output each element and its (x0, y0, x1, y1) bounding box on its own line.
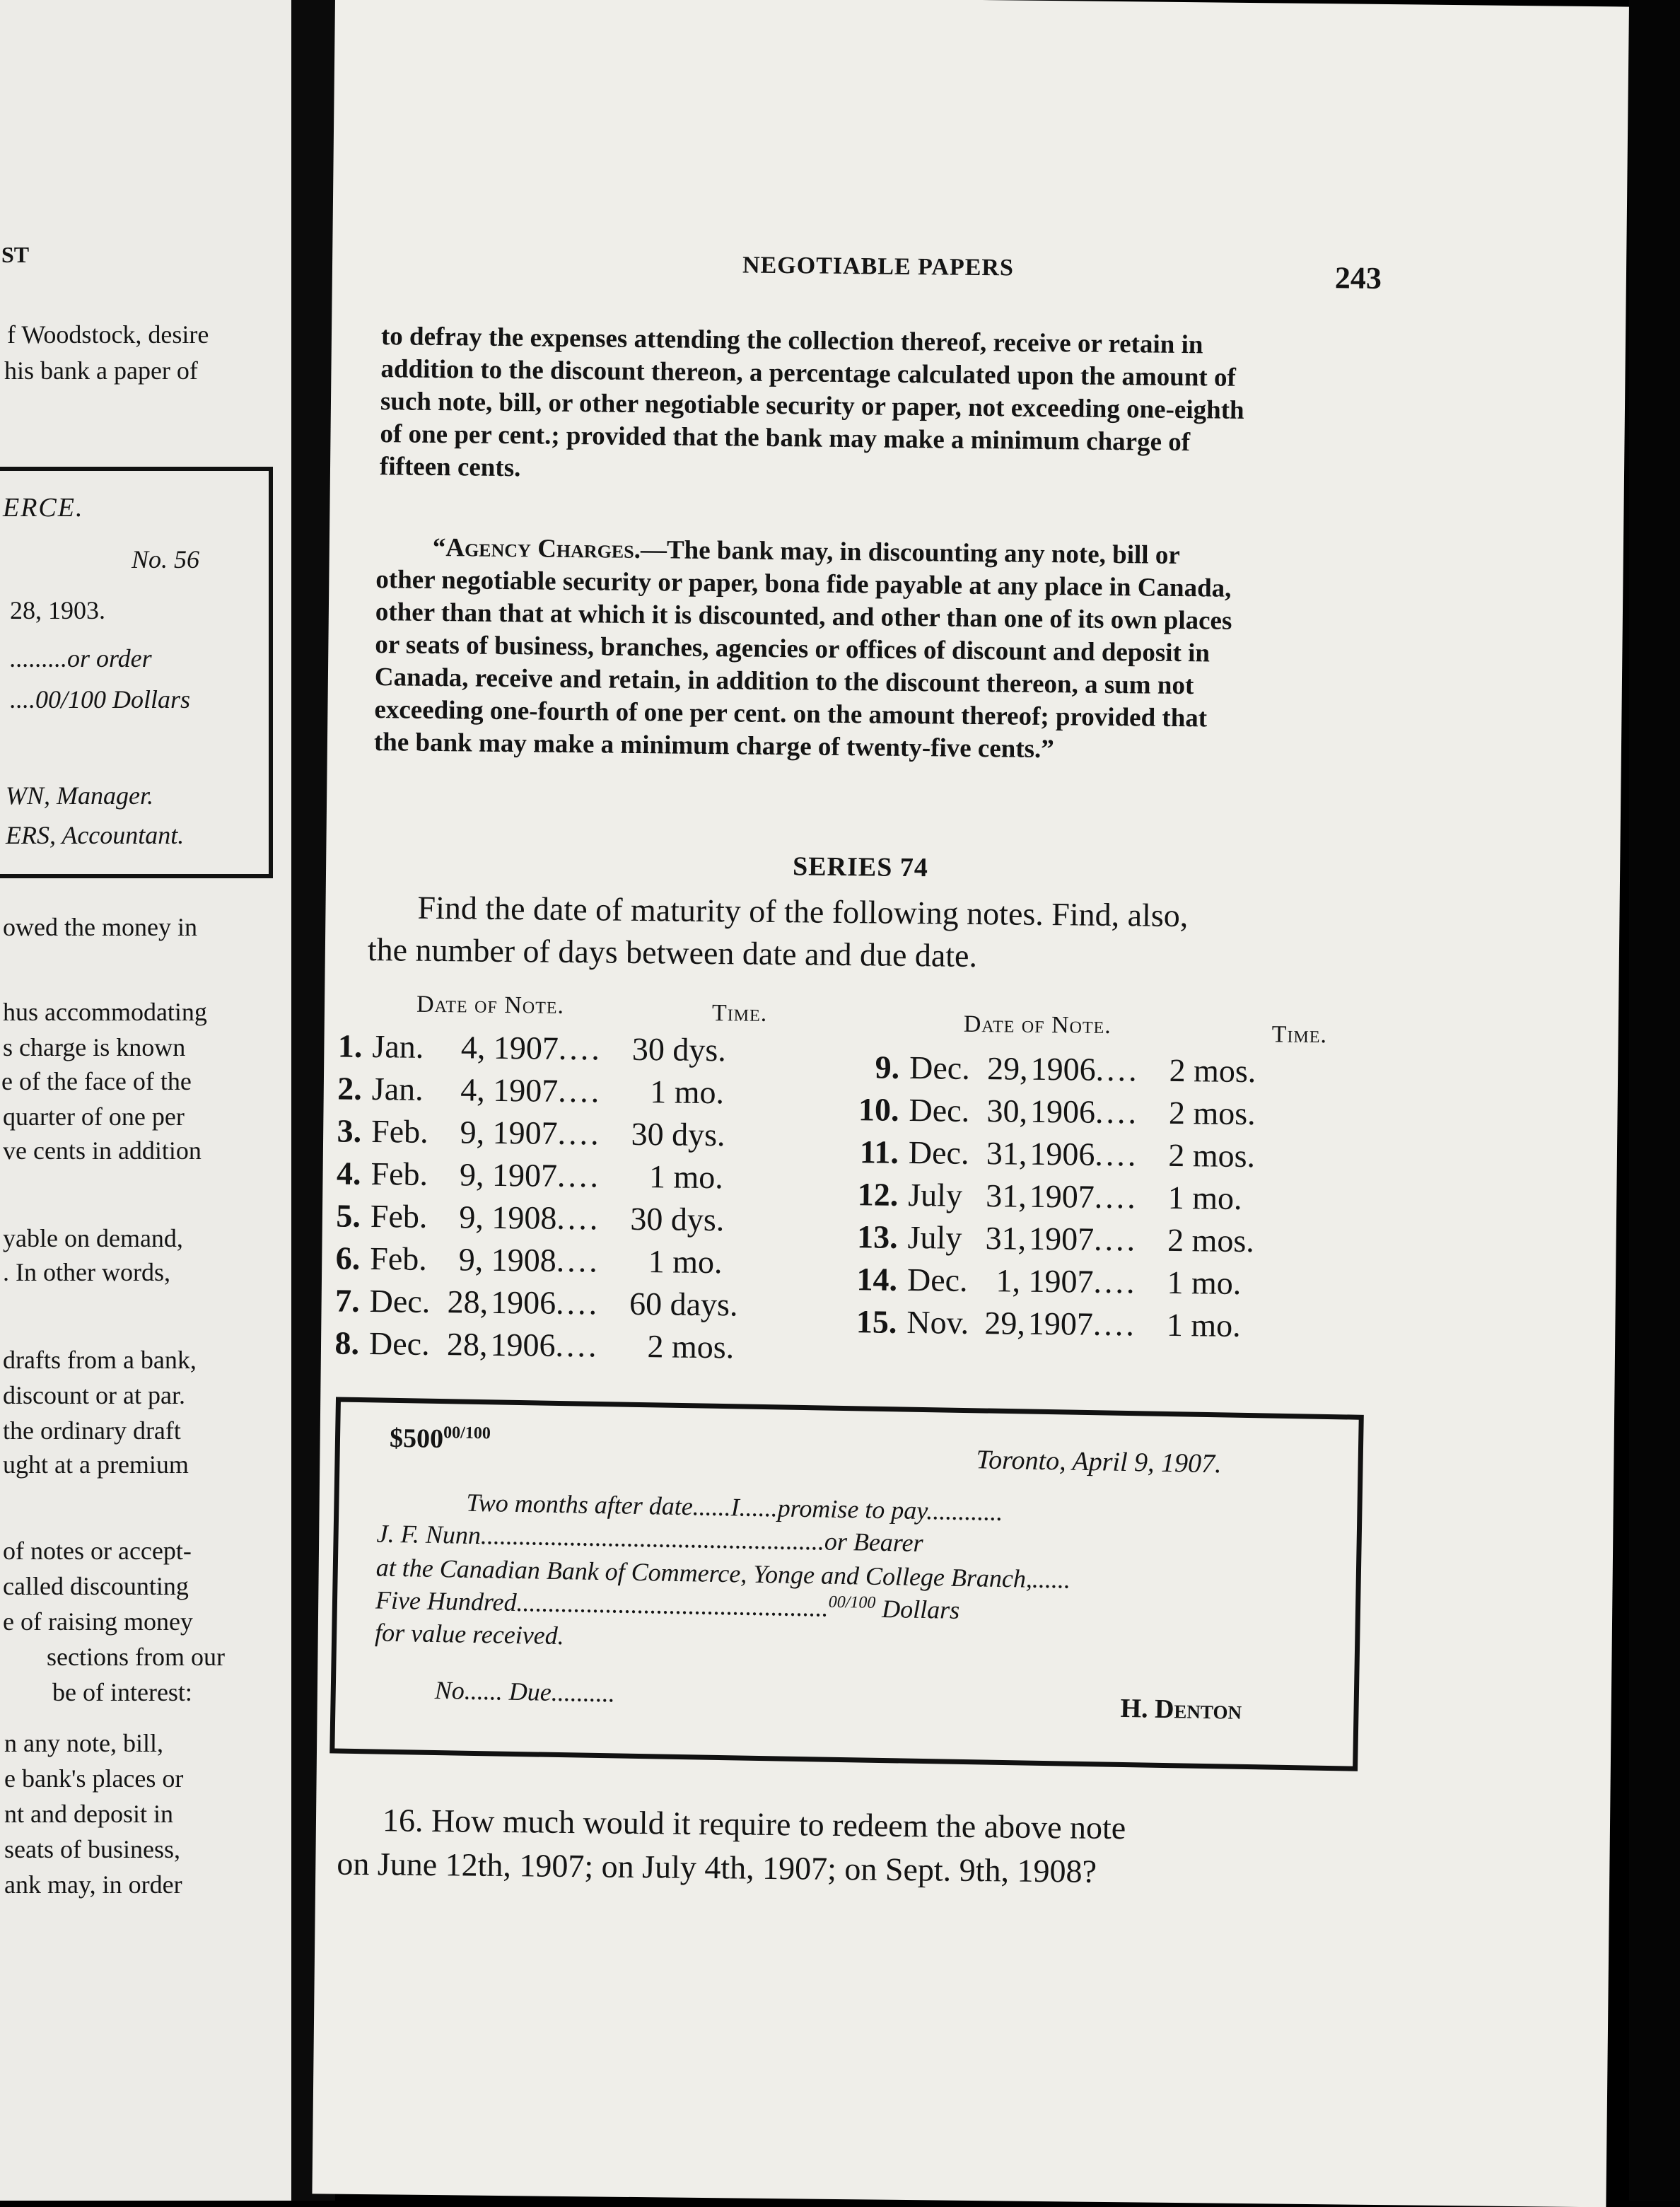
note-row (315, 1154, 723, 1196)
note-number: 11. (859, 1134, 899, 1170)
para-line: fifteen cents. (379, 452, 521, 483)
note-number: 4. (336, 1155, 361, 1192)
page-number: 243 (1334, 260, 1382, 296)
paragraph-discount-charges (380, 320, 1399, 494)
note-day: 9, (459, 1199, 484, 1235)
sum-leader: ................................................. (516, 1588, 829, 1622)
note-month: Feb. (370, 1240, 428, 1277)
left-line: sections from our (47, 1643, 225, 1671)
note-day: 4, (460, 1029, 486, 1066)
note-number: 14. (856, 1261, 898, 1298)
payee-leader: ......................................................or Bearer (480, 1521, 923, 1557)
col-head-time-right: Time. (1271, 1021, 1328, 1049)
amount-fraction: 00/100 (443, 1423, 491, 1443)
note-year: 1906 (490, 1326, 556, 1363)
signature: H. Denton (1120, 1693, 1242, 1725)
note-row (854, 1048, 1256, 1090)
note-year: 1906 (1029, 1093, 1096, 1130)
left-line: nt and deposit in (4, 1800, 173, 1828)
note-row (316, 1112, 725, 1153)
note-month: Feb. (371, 1155, 428, 1192)
note-month: Feb. (371, 1113, 428, 1150)
left-line: ERCE. (3, 493, 84, 523)
left-facing-page (0, 0, 291, 2201)
note-year: 1907 (493, 1029, 559, 1066)
payee-name: J. F. Nunn (376, 1519, 482, 1550)
note-row (317, 1027, 726, 1068)
note-line-bank: at the Canadian Bank of Commerce, Yonge and College Branch,...... (375, 1553, 1071, 1594)
note-month: Dec. (909, 1049, 971, 1086)
left-line: discount or at par. (3, 1381, 185, 1409)
leader-dots: .... (555, 1327, 600, 1364)
leader-dots: .... (1095, 1136, 1139, 1173)
note-row (853, 1090, 1256, 1132)
note-year: 1907 (493, 1071, 559, 1109)
right-page (312, 0, 1628, 2207)
left-line: e of raising money (3, 1607, 193, 1636)
question-line: on June 12th, 1907; on July 4th, 1907; on Sept. 9th, 1908? (337, 1845, 1097, 1889)
note-month: Jan. (372, 1028, 424, 1065)
note-number: 15. (856, 1303, 897, 1340)
note-day: 28, (446, 1326, 488, 1363)
note-time: 1 mo. (1167, 1179, 1242, 1216)
note-number: 6. (335, 1240, 361, 1276)
note-month: Dec. (906, 1261, 968, 1298)
para-line: addition to the discount thereon, a percentage calculated upon the amount of (380, 354, 1237, 392)
note-time: 1 mo. (1166, 1306, 1241, 1344)
note-year: 1906 (1029, 1135, 1095, 1172)
left-line: ve cents in addition (3, 1136, 202, 1165)
note-time: 30 dys. (631, 1115, 725, 1153)
leader-dots: .... (556, 1199, 601, 1237)
note-year: 1906 (1030, 1050, 1096, 1088)
col-head-date-right: Date of Note. (963, 1011, 1112, 1039)
note-month: Dec. (369, 1283, 431, 1320)
left-line: WN, Manager. (6, 781, 153, 810)
sum-fraction: 00/100 (828, 1592, 876, 1612)
note-number-due: No...... Due.......... (434, 1675, 616, 1708)
note-number: 1. (337, 1027, 363, 1064)
note-year: 1907 (491, 1156, 558, 1194)
task-line: the number of days between date and due date. (367, 931, 978, 974)
leader-dots: .... (1094, 1178, 1139, 1216)
note-month: Dec. (909, 1092, 970, 1129)
leader-dots: .... (556, 1242, 601, 1279)
note-day: 31, (986, 1177, 1027, 1214)
note-time: 2 mos. (1169, 1052, 1256, 1090)
left-line: .........or order (10, 644, 152, 672)
note-year: 1907 (1028, 1262, 1094, 1300)
left-line: f Woodstock, desire (7, 320, 209, 349)
left-line: owed the money in (3, 913, 197, 941)
note-day: 30, (986, 1093, 1028, 1129)
paragraph-agency-charges (374, 531, 1394, 769)
note-year: 1907 (1028, 1220, 1095, 1257)
note-number: 9. (875, 1049, 900, 1085)
note-month: Nov. (906, 1303, 969, 1341)
sum-dollars: Dollars (881, 1594, 960, 1624)
left-line: his bank a paper of (4, 356, 198, 385)
left-line: ank may, in order (4, 1870, 182, 1899)
left-line: e of the face of the (1, 1067, 192, 1095)
left-line: No. 56 (132, 545, 200, 573)
leader-dots: .... (1092, 1305, 1138, 1343)
para-line: of one per cent.; provided that the bank may make a minimum charge of (380, 419, 1191, 458)
left-line: s charge is known (3, 1033, 186, 1061)
note-row (852, 1218, 1254, 1259)
note-line-value: for value received. (374, 1618, 565, 1650)
note-year: 1908 (491, 1241, 557, 1279)
left-line: yable on demand, (3, 1224, 183, 1252)
note-day: 1, (996, 1262, 1021, 1299)
question-line: 16. How much would it require to redeem the above note (382, 1802, 1126, 1846)
para-line: or seats of business, branches, agencies or offices of discount and deposit in (375, 630, 1211, 668)
note-row (317, 1069, 725, 1111)
note-month: Jan. (371, 1071, 424, 1107)
left-line: seats of business, (4, 1835, 180, 1863)
left-line: n any note, bill, (4, 1729, 163, 1757)
left-line: ERS, Accountant. (6, 821, 185, 849)
note-time: 60 days. (629, 1285, 738, 1323)
sum-words: Five Hundred (375, 1585, 517, 1617)
place-and-date: Toronto, April 9, 1907. (976, 1445, 1222, 1479)
left-line: hus accommodating (3, 998, 207, 1026)
note-line-payee (376, 1519, 923, 1558)
left-line: the ordinary draft (3, 1416, 181, 1445)
running-head: NEGOTIABLE PAPERS (742, 252, 1015, 281)
note-time: 30 dys. (631, 1030, 727, 1068)
note-year: 1907 (1029, 1177, 1095, 1215)
note-day: 29, (984, 1305, 1026, 1341)
note-row (315, 1239, 723, 1281)
note-time: 1 mo. (650, 1073, 725, 1111)
note-year: 1907 (492, 1114, 558, 1151)
note-month: Dec. (368, 1325, 430, 1362)
para-line: Canada, receive and retain, in addition to the discount thereon, a sum not (374, 663, 1194, 701)
left-line: e bank's places or (4, 1764, 184, 1793)
note-day: 28, (447, 1283, 489, 1320)
leader-dots: .... (1093, 1263, 1138, 1300)
para-line: such note, bill, or other negotiable security or paper, not exceeding one-eighth (380, 387, 1244, 425)
note-number: 2. (337, 1070, 363, 1107)
leader-dots: .... (558, 1030, 603, 1067)
note-row (853, 1133, 1256, 1175)
task-line: Find the date of maturity of the following notes. Find, also, (417, 889, 1189, 934)
left-line: quarter of one per (3, 1102, 185, 1131)
note-time: 1 mo. (1167, 1264, 1242, 1301)
note-row (315, 1196, 725, 1238)
note-line-promise: Two months after date......I......promise to pay............ (466, 1488, 1003, 1526)
left-line: ught at a premium (3, 1450, 189, 1479)
left-line: be of interest: (52, 1678, 192, 1706)
leader-dots: .... (556, 1157, 602, 1194)
note-amount (390, 1423, 491, 1455)
note-day: 4, (460, 1071, 486, 1108)
task-instructions (368, 886, 1189, 979)
note-row (314, 1281, 737, 1323)
note-number: 12. (857, 1176, 899, 1213)
note-row (853, 1175, 1242, 1217)
left-line: drafts from a bank, (3, 1346, 197, 1374)
col-head-time-left: Time. (711, 1000, 768, 1027)
note-month: Feb. (370, 1198, 428, 1235)
leader-dots: .... (1093, 1221, 1138, 1258)
note-row (314, 1324, 735, 1365)
leader-dots: .... (1095, 1051, 1140, 1088)
note-time: 1 mo. (648, 1243, 723, 1281)
note-day: 31, (986, 1135, 1027, 1172)
note-time: 1 mo. (648, 1158, 724, 1196)
left-line: ....00/100 Dollars (10, 685, 191, 714)
para-line: to defray the expenses attending the collection thereof, receive or retain in (380, 322, 1203, 360)
left-line: 28, 1903. (10, 596, 105, 624)
note-number: 13. (856, 1218, 898, 1255)
leader-dots: .... (558, 1072, 602, 1110)
note-time: 2 mos. (1168, 1094, 1256, 1132)
leader-dots: .... (555, 1284, 600, 1322)
promissory-note-box (329, 1397, 1364, 1771)
note-day: 9, (460, 1114, 485, 1151)
note-number: 10. (858, 1091, 899, 1128)
note-number: 5. (336, 1197, 361, 1234)
left-line: of notes or accept- (3, 1537, 192, 1565)
col-head-date-left: Date of Note. (416, 991, 565, 1019)
note-day: 9, (459, 1156, 484, 1193)
note-month: July (907, 1218, 962, 1256)
note-day: 31, (985, 1220, 1027, 1257)
question-16 (337, 1798, 1126, 1894)
para-line: other negotiable security or paper, bona fide payable at any place in Canada, (375, 565, 1232, 603)
leader-dots: .... (557, 1114, 602, 1152)
para-line: other than that at which it is discounted, and other than one of its own places (375, 598, 1232, 636)
note-time: 2 mos. (647, 1328, 735, 1365)
note-year: 1906 (490, 1283, 556, 1321)
note-time: 30 dys. (630, 1200, 725, 1238)
page-edge-shadow (1629, 0, 1680, 2201)
para-line: —The bank may, in discounting any note, bill or (640, 535, 1180, 570)
note-time: 2 mos. (1167, 1221, 1255, 1259)
note-time: 2 mos. (1168, 1136, 1256, 1175)
series-heading: SERIES 74 (792, 851, 929, 883)
note-number: 8. (334, 1324, 360, 1361)
amount-dollars: $500 (389, 1423, 444, 1455)
note-month: Dec. (908, 1134, 969, 1171)
para-line: exceeding one-fourth of one per cent. on the amount thereof; provided that (374, 695, 1208, 733)
note-month: July (908, 1176, 963, 1213)
agency-charges-lead: “Agency Charges. (432, 532, 641, 564)
left-line: ST (1, 242, 30, 267)
note-year: 1908 (491, 1199, 557, 1236)
leader-dots: .... (1095, 1093, 1140, 1131)
note-day: 29, (986, 1050, 1028, 1087)
note-row (852, 1260, 1242, 1302)
left-line: . In other words, (3, 1258, 170, 1286)
note-day: 9, (458, 1241, 484, 1278)
left-line: called discounting (3, 1572, 189, 1600)
note-number: 7. (334, 1282, 360, 1319)
note-number: 3. (337, 1112, 362, 1149)
para-line: the bank may make a minimum charge of twenty-five cents.” (373, 728, 1055, 764)
note-year: 1907 (1027, 1305, 1094, 1342)
note-row (851, 1303, 1241, 1344)
